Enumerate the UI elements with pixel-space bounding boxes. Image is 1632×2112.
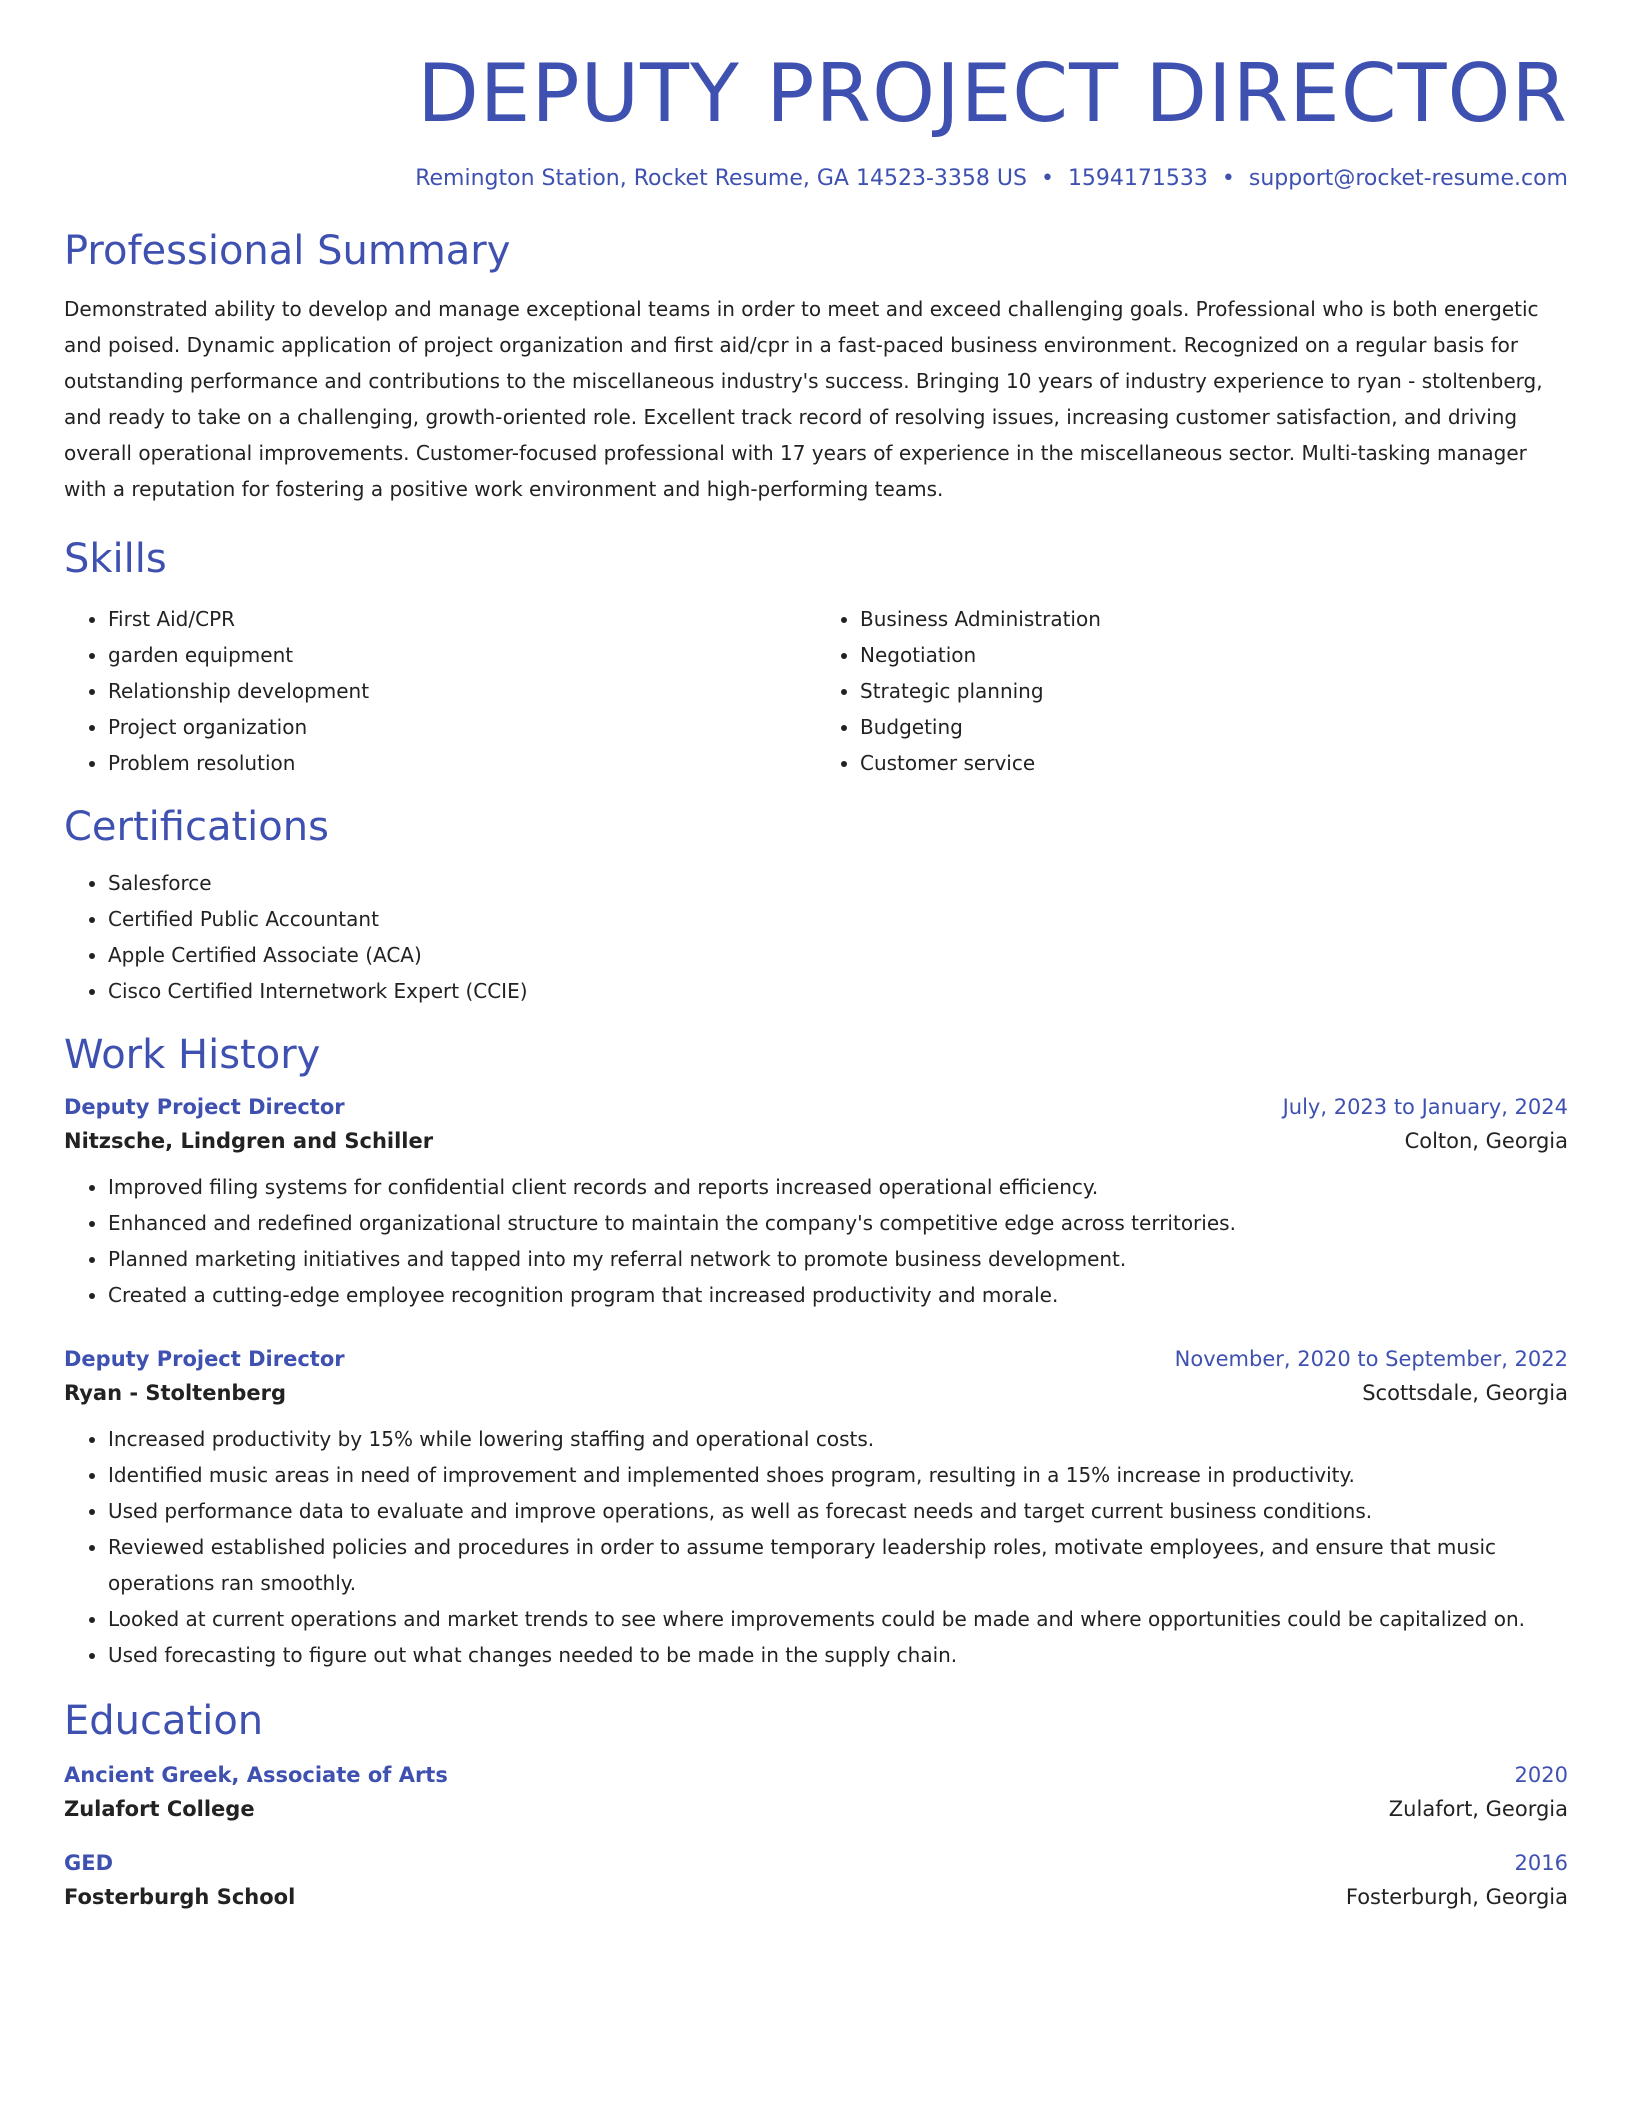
education-location: Fosterburgh, Georgia [1345,1885,1568,1909]
job-company: Nitzsche, Lindgren and Schiller [64,1129,434,1153]
skill-item: • Negotiation [860,637,1568,673]
job-bullet: • Used performance data to evaluate and improve operations, as well as forecast needs and target current business conditions. [108,1493,1568,1529]
job-dates: July, 2023 to January, 2024 [1282,1095,1568,1119]
email: support@rocket-resume.com [1248,166,1568,191]
job-bullets [64,1169,1568,1313]
skill-item: • First Aid/CPR [108,601,816,637]
job-bullet: • Reviewed established policies and procedures in order to assume temporary leadership roles, motivate employees, and ensure that music operations ran smoothly. [108,1529,1568,1601]
education-degree: Ancient Greek, Associate of Arts [64,1763,448,1787]
address: Remington Station, Rocket Resume, GA 14523-3358 US [415,166,1027,191]
certification-item: • Apple Certified Associate (ACA) [108,937,1568,973]
skill-item: • Strategic planning [860,673,1568,709]
education-entry [64,1763,1568,1821]
job-entry [64,1095,1568,1313]
job-bullet: • Enhanced and redefined organizational structure to maintain the company's competitive edge across territories. [108,1205,1568,1241]
education-school-row [64,1787,1568,1821]
section-title-skills: Skills [64,536,167,582]
job-company-row [64,1119,1568,1153]
education-header-row [64,1851,1568,1875]
phone: 1594171533 [1067,166,1208,191]
resume-header [64,47,1568,191]
job-bullet: • Planned marketing initiatives and tapped into my referral network to promote business development. [108,1241,1568,1277]
skills-list-left [64,601,816,781]
job-bullet: • Increased productivity by 15% while lowering staffing and operational costs. [108,1421,1568,1457]
education-school: Fosterburgh School [64,1885,296,1909]
skills-columns [64,601,1568,781]
job-bullet: • Looked at current operations and market trends to see where improvements could be made and where opportunities could be capitalized on. [108,1601,1568,1637]
job-header-row [64,1347,1568,1371]
separator-dot: • [1040,166,1054,191]
skill-item: • Business Administration [860,601,1568,637]
skill-item: • garden equipment [108,637,816,673]
job-company-row [64,1371,1568,1405]
education-degree: GED [64,1851,114,1875]
certifications-list [64,865,1568,1009]
job-entry [64,1347,1568,1673]
section-title-education: Education [64,1698,264,1744]
section-title-summary: Professional Summary [64,228,511,274]
section-title-certifications: Certifications [64,804,329,850]
skill-item: • Project organization [108,709,816,745]
education-year: 2016 [1514,1851,1568,1875]
contact-line [64,166,1568,191]
summary-text: Demonstrated ability to develop and manage exceptional teams in order to meet and exceed challenging goals. Professional who is both energetic and poised. Dynamic application of project organization and first aid/cpr in a fast-paced business environment. Recognized on a regular basis for outstanding performance and contributions to the miscellaneous industry's success. Bringing 10 years of industry experience to ryan - stoltenberg, and ready to take on a challenging, growth-oriented role. Excellent track record of resolving issues, increasing customer satisfaction, and driving overall operational improvements. Customer-focused professional with 17 years of experience in the miscellaneous sector. Multi-tasking manager with a reputation for fostering a positive work environment and high-performing teams. [64,297,1543,501]
education-entry [64,1851,1568,1909]
education-header-row [64,1763,1568,1787]
education-school: Zulafort College [64,1797,255,1821]
skill-item: • Relationship development [108,673,816,709]
job-bullet: • Used forecasting to figure out what changes needed to be made in the supply chain. [108,1637,1568,1673]
education-location: Zulafort, Georgia [1388,1797,1568,1821]
section-title-work-history: Work History [64,1032,321,1078]
certification-item: • Salesforce [108,865,1568,901]
job-bullets [64,1421,1568,1673]
separator-dot: • [1221,166,1235,191]
job-company: Ryan - Stoltenberg [64,1381,287,1405]
job-location: Colton, Georgia [1404,1129,1568,1153]
job-bullet: • Improved filing systems for confidential client records and reports increased operational efficiency. [108,1169,1568,1205]
job-title-heading: DEPUTY PROJECT DIRECTOR [417,47,1568,140]
job-bullet: • Created a cutting-edge employee recognition program that increased productivity and morale. [108,1277,1568,1313]
skill-item: • Budgeting [860,709,1568,745]
skill-item: • Problem resolution [108,745,816,781]
education-school-row [64,1875,1568,1909]
job-position: Deputy Project Director [64,1095,345,1119]
job-bullet: • Identified music areas in need of improvement and implemented shoes program, resulting in a 15% increase in productivity. [108,1457,1568,1493]
skills-list-right [816,601,1568,781]
certification-item: • Cisco Certified Internetwork Expert (CCIE) [108,973,1568,1009]
job-position: Deputy Project Director [64,1347,345,1371]
skill-item: • Customer service [860,745,1568,781]
certification-item: • Certified Public Accountant [108,901,1568,937]
education-year: 2020 [1514,1763,1568,1787]
job-location: Scottsdale, Georgia [1362,1381,1568,1405]
job-header-row [64,1095,1568,1119]
job-dates: November, 2020 to September, 2022 [1174,1347,1568,1371]
